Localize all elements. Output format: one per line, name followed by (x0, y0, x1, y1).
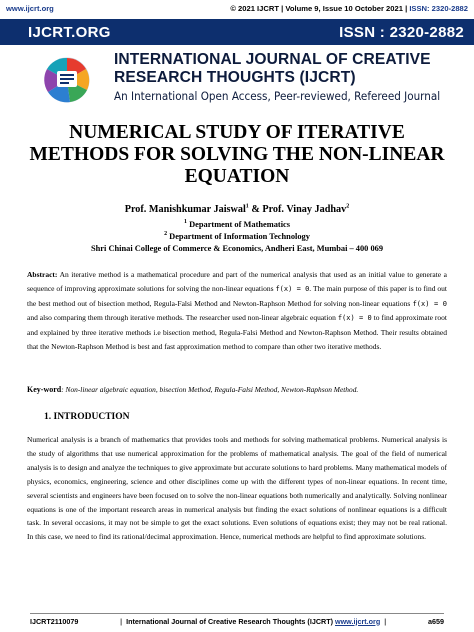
footer-paper-id: IJCRT2110079 (30, 616, 79, 626)
journal-name: INTERNATIONAL JOURNAL OF CREATIVE RESEARCH THOUGHTS (IJCRT) (114, 51, 431, 86)
banner-site-name: IJCRT.ORG (28, 23, 111, 41)
banner-issn: ISSN : 2320-2882 (339, 23, 464, 41)
affiliation-2 (0, 232, 474, 241)
footer-page-number: a659 (428, 616, 444, 626)
issn-online: ISSN: 2320-2882 (409, 3, 468, 13)
issue-info-text: © 2021 IJCRT | Volume 9, Issue 10 October 2021 | (230, 3, 410, 13)
abstract-label: Abstract: (27, 270, 58, 279)
author-2-sup: 2 (346, 203, 350, 210)
equation: f(x) = 0 (275, 284, 310, 293)
equation: f(x) = 0 (337, 314, 372, 323)
affiliation-1-sup: 1 (183, 219, 187, 226)
page-footer (30, 613, 444, 626)
section-heading-introduction: 1. INTRODUCTION (44, 412, 130, 422)
website-link[interactable]: www.ijcrt.org (6, 3, 54, 13)
keywords (27, 385, 447, 394)
footer-separator: | (120, 616, 123, 626)
footer-url-link[interactable]: www.ijcrt.org (334, 616, 381, 626)
footer-journal (78, 617, 428, 626)
journal-banner (0, 19, 474, 45)
journal-subtitle: An International Open Access, Peer-reviewed, Refereed Journal (114, 90, 441, 103)
issue-info (230, 4, 468, 13)
author-join: & (248, 204, 263, 215)
abstract-text-4: to find approximate root and explained by three iterative methods i.e bisection method, Regula-Falsi Method and Newton-Raphson Method. Their results obtained that the Newton-Raphson Method is best and fast approximation method to compare than other two iterative methods. (27, 313, 448, 351)
affiliation-2-sup: 2 (164, 231, 168, 238)
ijcrt-logo-icon (34, 52, 100, 106)
abstract-text-1: An iterative method is a mathematical procedure and part of the numerical analysis that used as an initial value to generate a sequence of improving approximate solutions for solving the non-linear equations (27, 270, 447, 293)
author-1-sup: 1 (245, 203, 249, 210)
author-2: Prof. Vinay Jadhav (262, 204, 347, 215)
abstract-text-3: and also comparing them through iterative methods. The researcher used non-linear algebraic equation (27, 313, 338, 323)
author-1: Prof. Manishkumar Jaiswal (124, 204, 246, 215)
abstract-text-2: . The main purpose of this paper is to find out the best method out of bisection method, Regula-Falsi Method and Newton-Raphson Method for solving non-linear equations (27, 283, 448, 308)
affiliation-2-text: Department of Information Technology (167, 232, 310, 241)
keywords-text: : Non-linear algebraic equation, bisection Method, Regula-Falsi Method, Newton-Raphson Method. (61, 385, 359, 394)
keywords-label: Key-word (27, 385, 62, 394)
introduction-text: Numerical analysis is a branch of mathematics that provides tools and methods for solving mathematical problems. Numerical analysis is the study of algorithms that use numerical approximation for the problems of mathematical analysis. The goal of the field of numerical analysis is to design and analyze the techniques to give approximate but accurate solutions to hard problems. Many mathematical models of physics, economics, engineering, science and other disciplines come up with the different types of non-linear equations. In recent time, several scientists and engineers have been focused on to solve the non-linear equations both numerically and analytically. Solving nonlinear equations is one of the important research areas in numerical analysis but finding the exact solutions of nonlinear equations is a difficult task. In several occasions, it may not be simple to get the exact solutions. Even solutions of equations exist; they may not be real rational. In this case, we need to find its rational/decimal approximation. Hence, numerical methods are helpful to find approximate solutions. (27, 435, 447, 542)
footer-journal-name: International Journal of Creative Research Thoughts (IJCRT) (126, 616, 333, 626)
top-header-bar (0, 0, 474, 16)
affiliation-1 (0, 220, 474, 229)
paper-authors (0, 204, 474, 215)
paper-title: NUMERICAL STUDY OF ITERATIVE METHODS FOR SOLVING THE NON-LINEAR EQUATION (29, 122, 445, 187)
affiliation-college: Shri Chinai College of Commerce & Economics, Andheri East, Mumbai – 400 069 (90, 244, 384, 253)
abstract (27, 268, 447, 354)
footer-separator: | (384, 616, 387, 626)
affiliation-1-text: Department of Mathematics (186, 220, 291, 229)
equation: f(x) = 0 (412, 299, 448, 308)
